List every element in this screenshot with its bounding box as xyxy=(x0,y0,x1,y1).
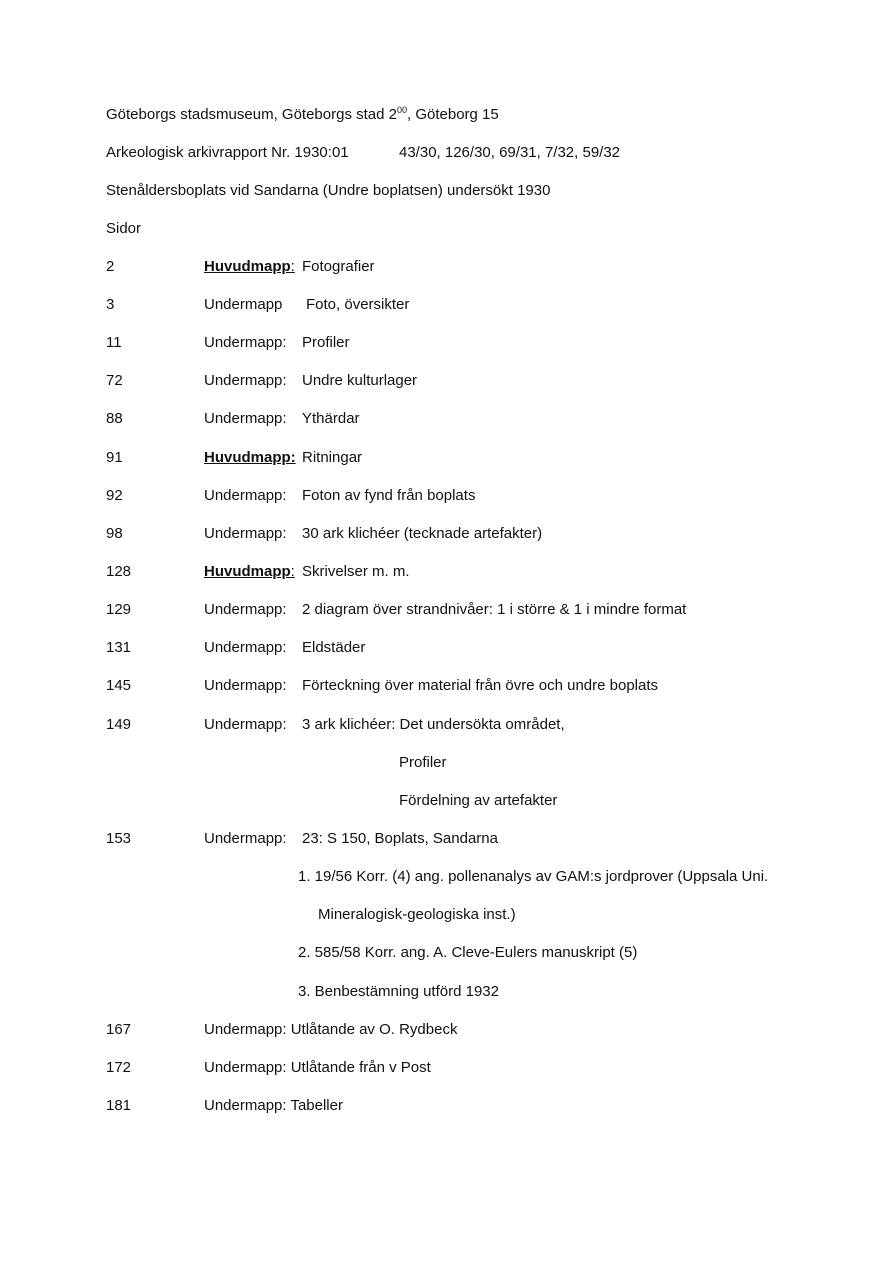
report-number-line xyxy=(106,144,349,162)
entry-page: 149 xyxy=(106,716,132,733)
entry-text: Undermapp: Utlåtande från v Post xyxy=(204,1059,431,1076)
entry-desc: Ythärdar xyxy=(302,410,360,427)
label-colon: : xyxy=(290,258,295,275)
folder-label xyxy=(204,563,295,581)
entry-page: 72 xyxy=(106,372,123,389)
entry-page: 91 xyxy=(106,449,123,466)
entry-desc: Skrivelser m. m. xyxy=(302,563,410,580)
report-number: Arkeologisk arkivrapport Nr. 1930:01 xyxy=(106,144,349,161)
entry-desc: Foto, översikter xyxy=(306,296,410,313)
numbered-item-continuation: Mineralogisk-geologiska inst.) xyxy=(318,906,516,923)
pages-heading: Sidor xyxy=(106,220,142,237)
entry-page: 88 xyxy=(106,410,123,427)
numbered-item: 1. 19/56 Korr. (4) ang. pollenanalys av GAM:s jordprover (Uppsala Uni. xyxy=(298,868,769,885)
entry-desc: Fotografier xyxy=(302,258,375,275)
folder-label: Undermapp: xyxy=(204,639,287,656)
continuation-line: Fördelning av artefakter xyxy=(399,792,558,809)
folder-label: Undermapp: xyxy=(204,372,287,389)
institution-text: Göteborgs stadsmuseum, Göteborgs stad 2 xyxy=(106,106,397,123)
entry-desc: Eldstäder xyxy=(302,639,366,656)
entry-page: 172 xyxy=(106,1059,132,1076)
entry-desc: 2 diagram över strandnivåer: 1 i större & 1 i mindre format xyxy=(302,601,687,618)
entry-text: Undermapp: Tabeller xyxy=(204,1097,343,1114)
entry-desc: 3 ark klichéer: Det undersökta området, xyxy=(302,716,565,733)
superscript: 00 xyxy=(396,105,407,115)
entry-page: 167 xyxy=(106,1021,132,1038)
entry-desc: 23: S 150, Boplats, Sandarna xyxy=(302,830,498,847)
entry-page: 131 xyxy=(106,639,132,656)
entry-page: 181 xyxy=(106,1097,132,1114)
entry-page: 98 xyxy=(106,525,123,542)
folder-label: Undermapp: xyxy=(204,716,287,733)
main-folder-label: Huvudmapp xyxy=(204,258,291,275)
main-folder-label: Huvudmapp: xyxy=(204,449,296,466)
institution-suffix: , Göteborg 15 xyxy=(407,106,499,123)
header-institution-line xyxy=(106,106,499,124)
entry-desc: Ritningar xyxy=(302,449,363,466)
entry-page: 92 xyxy=(106,487,123,504)
report-title: Stenåldersboplats vid Sandarna (Undre boplatsen) undersökt 1930 xyxy=(106,182,551,199)
entry-page: 145 xyxy=(106,677,132,694)
entry-page: 2 xyxy=(106,258,115,275)
folder-label: Undermapp: xyxy=(204,601,287,618)
folder-label: Undermapp: xyxy=(204,830,287,847)
main-folder-label: Huvudmapp xyxy=(204,563,291,580)
entry-text: Undermapp: Utlåtande av O. Rydbeck xyxy=(204,1021,458,1038)
entry-page: 153 xyxy=(106,830,132,847)
entry-desc: Foton av fynd från boplats xyxy=(302,487,476,504)
folder-label: Undermapp xyxy=(204,296,283,313)
folder-label: Undermapp: xyxy=(204,677,287,694)
folder-label: Undermapp: xyxy=(204,525,287,542)
folder-label: Undermapp: xyxy=(204,410,287,427)
entry-desc: Undre kulturlager xyxy=(302,372,418,389)
entry-desc: 30 ark klichéer (tecknade artefakter) xyxy=(302,525,543,542)
numbered-item: 2. 585/58 Korr. ang. A. Cleve-Eulers manuskript (5) xyxy=(298,944,638,961)
entry-page: 11 xyxy=(106,334,122,351)
folder-label xyxy=(204,258,295,276)
entry-desc: Profiler xyxy=(302,334,350,351)
folder-label: Undermapp: xyxy=(204,334,287,351)
numbered-item: 3. Benbestämning utförd 1932 xyxy=(298,983,499,1000)
entry-page: 129 xyxy=(106,601,132,618)
entry-page: 3 xyxy=(106,296,115,313)
label-colon: : xyxy=(290,563,295,580)
folder-label: Undermapp: xyxy=(204,487,287,504)
continuation-line: Profiler xyxy=(399,754,447,771)
entry-page: 128 xyxy=(106,563,132,580)
entry-desc: Förteckning över material från övre och undre boplats xyxy=(302,677,659,694)
accession-numbers: 43/30, 126/30, 69/31, 7/32, 59/32 xyxy=(399,144,621,161)
